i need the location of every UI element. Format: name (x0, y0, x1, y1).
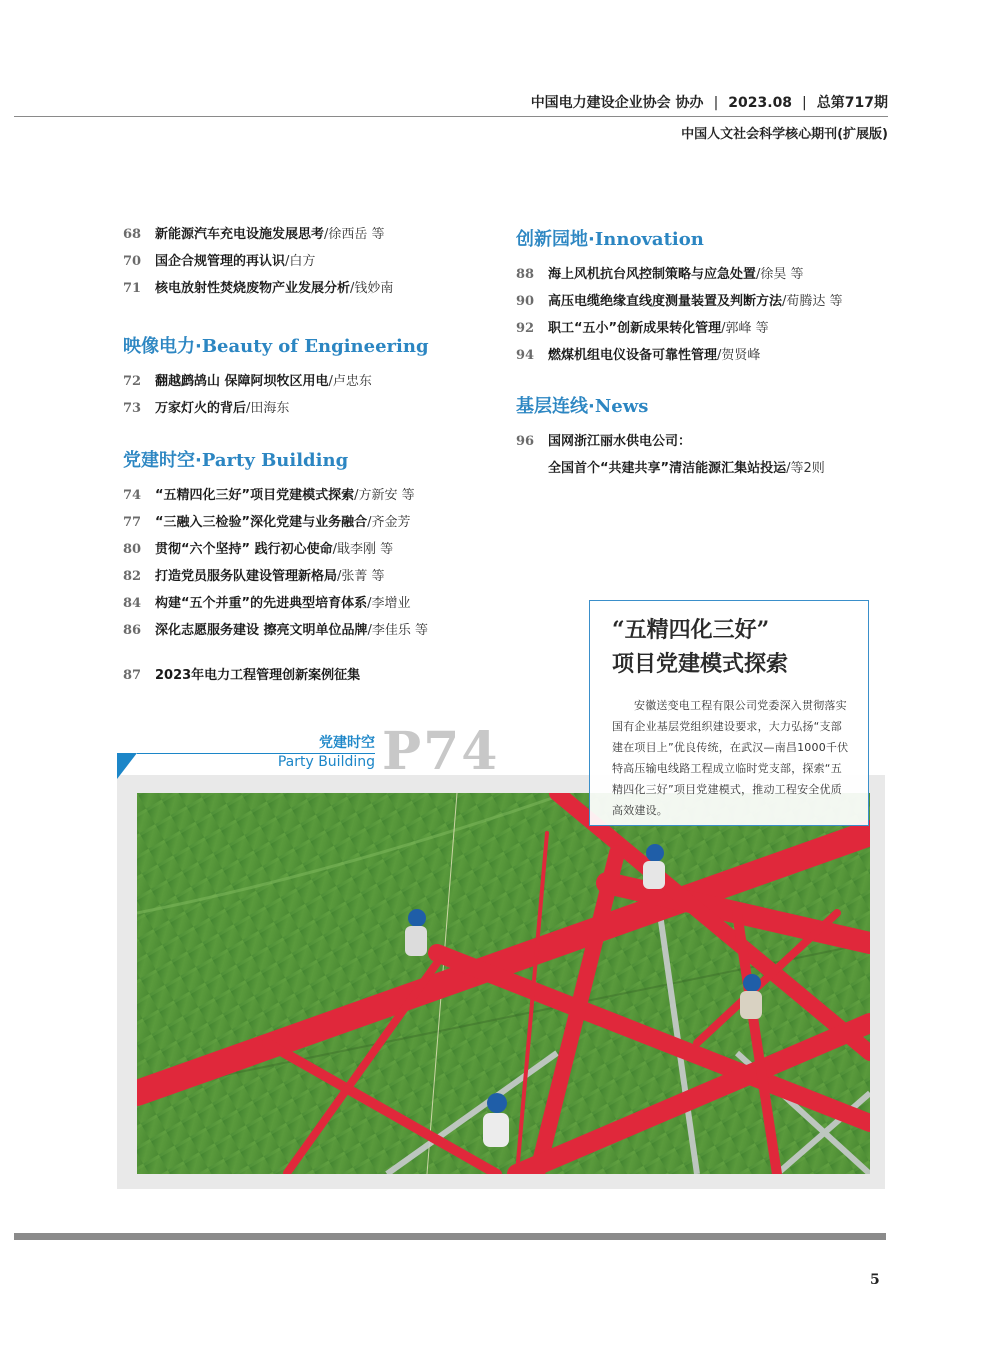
toc-entry[interactable] (123, 395, 493, 422)
entry-author: /田海东 (246, 401, 290, 416)
page-num: 94 (516, 348, 535, 363)
entry-title: 打造党员服务队建设管理新格局 (155, 569, 338, 584)
toc-entry[interactable] (516, 315, 896, 342)
banner-corner (117, 753, 137, 779)
banner-page-ref: P74 (382, 721, 500, 782)
journal-index: 中国人文社会科学核心期刊(扩展版) (681, 127, 888, 142)
page-num: 70 (123, 254, 142, 269)
entry-author: /荀腾达 等 (782, 294, 843, 309)
footer-rule (14, 1233, 886, 1240)
page-num: 88 (516, 267, 535, 282)
toc-entry[interactable] (516, 342, 896, 369)
toc-entry[interactable] (123, 482, 503, 509)
toc-entry[interactable] (123, 590, 503, 617)
entry-title: 万家灯火的背后 (155, 401, 247, 416)
section-party-building (123, 446, 503, 644)
issue-date: 2023.08 (728, 95, 793, 111)
page-num: 68 (123, 227, 142, 242)
entry-title: 新能源汽车充电设施发展思考 (155, 227, 325, 242)
page-num: 92 (516, 321, 535, 336)
page-num: 82 (123, 569, 142, 584)
section-title-en: Innovation (594, 229, 704, 250)
toc-entry[interactable] (123, 617, 503, 644)
feature-summary: 安徽送变电工程有限公司党委深入贯彻落实国有企业基层党组织建设要求，大力弘扬“支部建在项目上”优良传统，在武汉—南昌1000千伏特高压输电线路工程成立临时党支部，探索“五精四化三好”项目党建模式，推动工程安全优质高效建设。 (612, 699, 849, 817)
page-num: 96 (516, 434, 535, 449)
entry-author: /贺贤峰 (717, 348, 761, 363)
issue-number: 总第717期 (816, 95, 888, 111)
feature-box[interactable] (589, 600, 869, 826)
page-num: 84 (123, 596, 142, 611)
page-number: 5 (870, 1272, 880, 1288)
entry-title: 2023年电力工程管理创新案例征集 (155, 668, 361, 683)
entry-title: 全国首个“共建共享”清洁能源汇集站投运 (548, 461, 787, 476)
co-organizer: 中国电力建设企业协会 协办 (530, 95, 704, 111)
page-num: 77 (123, 515, 142, 530)
entry-title: 翻越鹧鸪山 保障阿坝牧区用电 (155, 374, 329, 389)
entry-author: /张菁 等 (337, 569, 385, 584)
separator: | (802, 95, 807, 111)
page-num: 72 (123, 374, 142, 389)
entry-title: 国企合规管理的再认识 (155, 254, 286, 269)
header-rule (14, 116, 888, 117)
section-title (123, 446, 503, 472)
toc-entry[interactable] (516, 428, 896, 455)
section-innovation (516, 225, 896, 369)
page-num: 73 (123, 401, 142, 416)
page-num: 87 (123, 668, 142, 683)
page-num: 90 (516, 294, 535, 309)
entry-title: 国网浙江丽水供电公司： (548, 434, 692, 449)
toc-entry[interactable] (516, 288, 896, 315)
entry-title: 高压电缆绝缘直线度测量装置及判断方法 (548, 294, 783, 309)
section-title (516, 225, 896, 251)
entry-title: 核电放射性焚烧废物产业发展分析 (155, 281, 351, 296)
feature-title (612, 613, 788, 681)
entry-title: 构建“五个并重”的先进典型培育体系 (155, 596, 368, 611)
entry-author: /徐西岳 等 (324, 227, 385, 242)
page-num: 74 (123, 488, 142, 503)
toc-left-tail (123, 662, 493, 689)
masthead-line (500, 92, 888, 112)
toc-entry[interactable] (123, 536, 503, 563)
feature-title-line2: 项目党建模式探索 (612, 651, 789, 677)
entry-title: “五精四化三好”项目党建模式探索 (155, 488, 355, 503)
section-beauty-of-engineering (123, 332, 493, 422)
toc-entry[interactable] (123, 221, 493, 248)
toc-left-top (123, 221, 493, 302)
transmission-tower-photo (137, 793, 870, 1174)
entry-author: /卢忠东 (328, 374, 372, 389)
entry-author: /等2则 (786, 461, 825, 476)
toc-entry[interactable] (123, 509, 503, 536)
feature-title-line1: “五精四化三好” (612, 617, 770, 643)
banner-title-zh: 党建时空 (319, 735, 375, 751)
page-num: 86 (123, 623, 142, 638)
toc-entry-continuation[interactable] (516, 455, 896, 482)
banner-title-en: Party Building (277, 754, 375, 770)
entry-title: 燃煤机组电仪设备可靠性管理 (548, 348, 718, 363)
section-title (123, 332, 493, 358)
toc-entry[interactable] (123, 368, 493, 395)
entry-title: 职工“五小”创新成果转化管理 (548, 321, 722, 336)
section-title-zh: 基层连线· (516, 396, 595, 417)
page-num: 71 (123, 281, 142, 296)
entry-title: 贯彻“六个坚持” 践行初心使命 (155, 542, 333, 557)
entry-author: /郭峰 等 (721, 321, 769, 336)
entry-author: /徐昊 等 (756, 267, 804, 282)
entry-author: /钱妙南 (350, 281, 394, 296)
entry-author: /方新安 等 (354, 488, 415, 503)
entry-title: 深化志愿服务建设 擦亮文明单位品牌 (155, 623, 368, 638)
entry-title: “三融入三检验”深化党建与业务融合 (155, 515, 368, 530)
entry-author: /李佳乐 等 (367, 623, 429, 638)
entry-author: /戢李刚 等 (332, 542, 394, 557)
toc-entry[interactable] (123, 275, 493, 302)
separator: | (713, 95, 719, 111)
toc-entry[interactable] (123, 563, 503, 590)
section-title-en: News (594, 396, 649, 417)
page-num: 80 (123, 542, 142, 557)
entry-title: 海上风机抗台风控制策略与应急处置 (548, 267, 757, 282)
section-title-zh: 创新园地· (516, 229, 595, 250)
section-title-en: Beauty of Engineering (201, 336, 429, 357)
toc-entry[interactable] (123, 248, 493, 275)
section-news (516, 392, 896, 482)
section-title (516, 392, 896, 418)
toc-entry[interactable] (123, 662, 493, 689)
toc-entry[interactable] (516, 261, 896, 288)
entry-author: /齐金芳 (367, 515, 411, 530)
section-title-en: Party Building (201, 450, 349, 471)
section-title-zh: 党建时空· (123, 450, 202, 471)
entry-author: /李增业 (367, 596, 411, 611)
entry-author: /白方 (285, 254, 316, 269)
section-title-zh: 映像电力· (123, 336, 202, 357)
